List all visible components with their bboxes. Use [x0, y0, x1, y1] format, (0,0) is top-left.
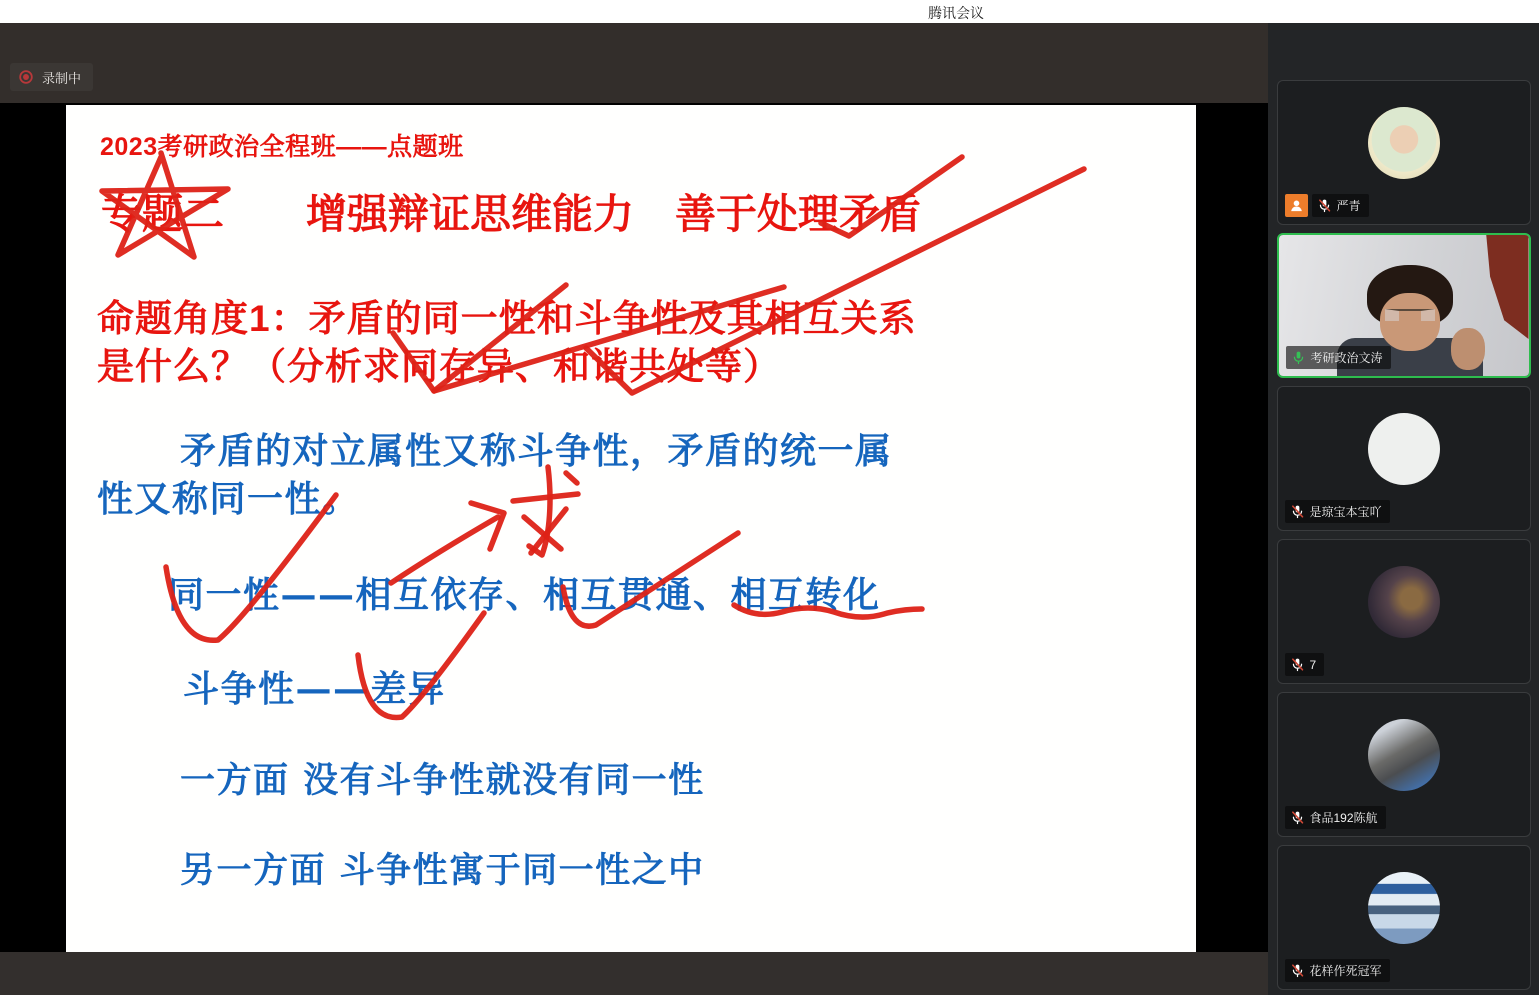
avatar — [1368, 872, 1440, 944]
slide-point-identity: 同一性——相互依存、相互贯通、相互转化 — [168, 574, 881, 616]
participants-sidebar — [1268, 23, 1539, 995]
slide-topic-title: 专题二 增强辩证思维能力 善于处理矛盾 — [101, 191, 921, 237]
slide-question-line1: 命题角度1：矛盾的同一性和斗争性及其相互关系 — [97, 298, 917, 339]
host-role-badge — [1285, 194, 1308, 217]
mic-muted-icon — [1290, 657, 1305, 672]
name-chip — [1285, 806, 1386, 829]
presentation-slide — [66, 105, 1196, 952]
person-icon — [1289, 198, 1304, 213]
slide-body-line2: 性又称同一性。 — [97, 478, 360, 520]
app-title: 腾讯会议 — [928, 5, 984, 21]
participant-name: 花样作死冠军 — [1309, 964, 1382, 978]
bottom-toolbar-strip — [0, 952, 1268, 995]
mic-muted-icon — [1290, 810, 1305, 825]
handwritten-char-stroke4 — [531, 509, 566, 553]
record-icon — [18, 69, 34, 85]
os-title-bar — [0, 0, 1539, 23]
slide-question-line2: 是什么？（分析求同存异、和谐共处等） — [97, 346, 781, 387]
avatar — [1368, 413, 1440, 485]
avatar — [1368, 719, 1440, 791]
slide-body-line1: 矛盾的对立属性又称斗争性，矛盾的统一属 — [180, 430, 893, 472]
participant-name: 食品192陈航 — [1309, 811, 1378, 825]
handwritten-char-stroke1 — [513, 494, 578, 501]
recording-badge[interactable] — [10, 63, 93, 91]
presenter-face — [1380, 293, 1440, 351]
recording-label: 录制中 — [42, 70, 82, 86]
handwritten-char-stroke3 — [524, 517, 561, 549]
meeting-toolbar — [0, 23, 1268, 103]
name-chip — [1286, 346, 1391, 369]
participant-tile-yanqing[interactable] — [1277, 80, 1531, 225]
slide-point-aspect1: 一方面 没有斗争性就没有同一性 — [180, 760, 705, 801]
presenter-hand — [1451, 328, 1485, 370]
handwritten-char-stroke5 — [566, 473, 577, 483]
slide-point-struggle: 斗争性——差异 — [183, 668, 446, 710]
avatar — [1368, 107, 1440, 179]
participant-tile-huayang[interactable] — [1277, 845, 1531, 990]
name-chip — [1285, 500, 1390, 523]
name-chip — [1285, 653, 1325, 676]
mic-muted-icon — [1317, 198, 1332, 213]
participant-tile-7[interactable] — [1277, 539, 1531, 684]
video-background-object — [1465, 235, 1529, 339]
participant-name: 7 — [1309, 657, 1317, 672]
participant-name: 严青 — [1336, 199, 1361, 213]
participant-tile-wentao[interactable] — [1277, 233, 1531, 378]
handwritten-char-stroke2 — [529, 467, 550, 555]
arrow-head — [471, 503, 504, 549]
avatar — [1368, 566, 1440, 638]
name-chip — [1285, 959, 1390, 982]
participant-tile-chenhang[interactable] — [1277, 692, 1531, 837]
participant-name: 考研政治文涛 — [1310, 351, 1383, 365]
mic-muted-icon — [1290, 963, 1305, 978]
slide-course-title: 2023考研政治全程班——点题班 — [100, 133, 464, 161]
participant-tile-qiongbao[interactable] — [1277, 386, 1531, 531]
presenter-glasses — [1385, 309, 1435, 321]
mic-active-icon — [1291, 350, 1306, 365]
participant-name: 是琼宝本宝吖 — [1309, 505, 1382, 519]
mic-muted-icon — [1290, 504, 1305, 519]
name-chip — [1312, 194, 1369, 217]
slide-point-aspect2: 另一方面 斗争性寓于同一性之中 — [180, 850, 705, 891]
